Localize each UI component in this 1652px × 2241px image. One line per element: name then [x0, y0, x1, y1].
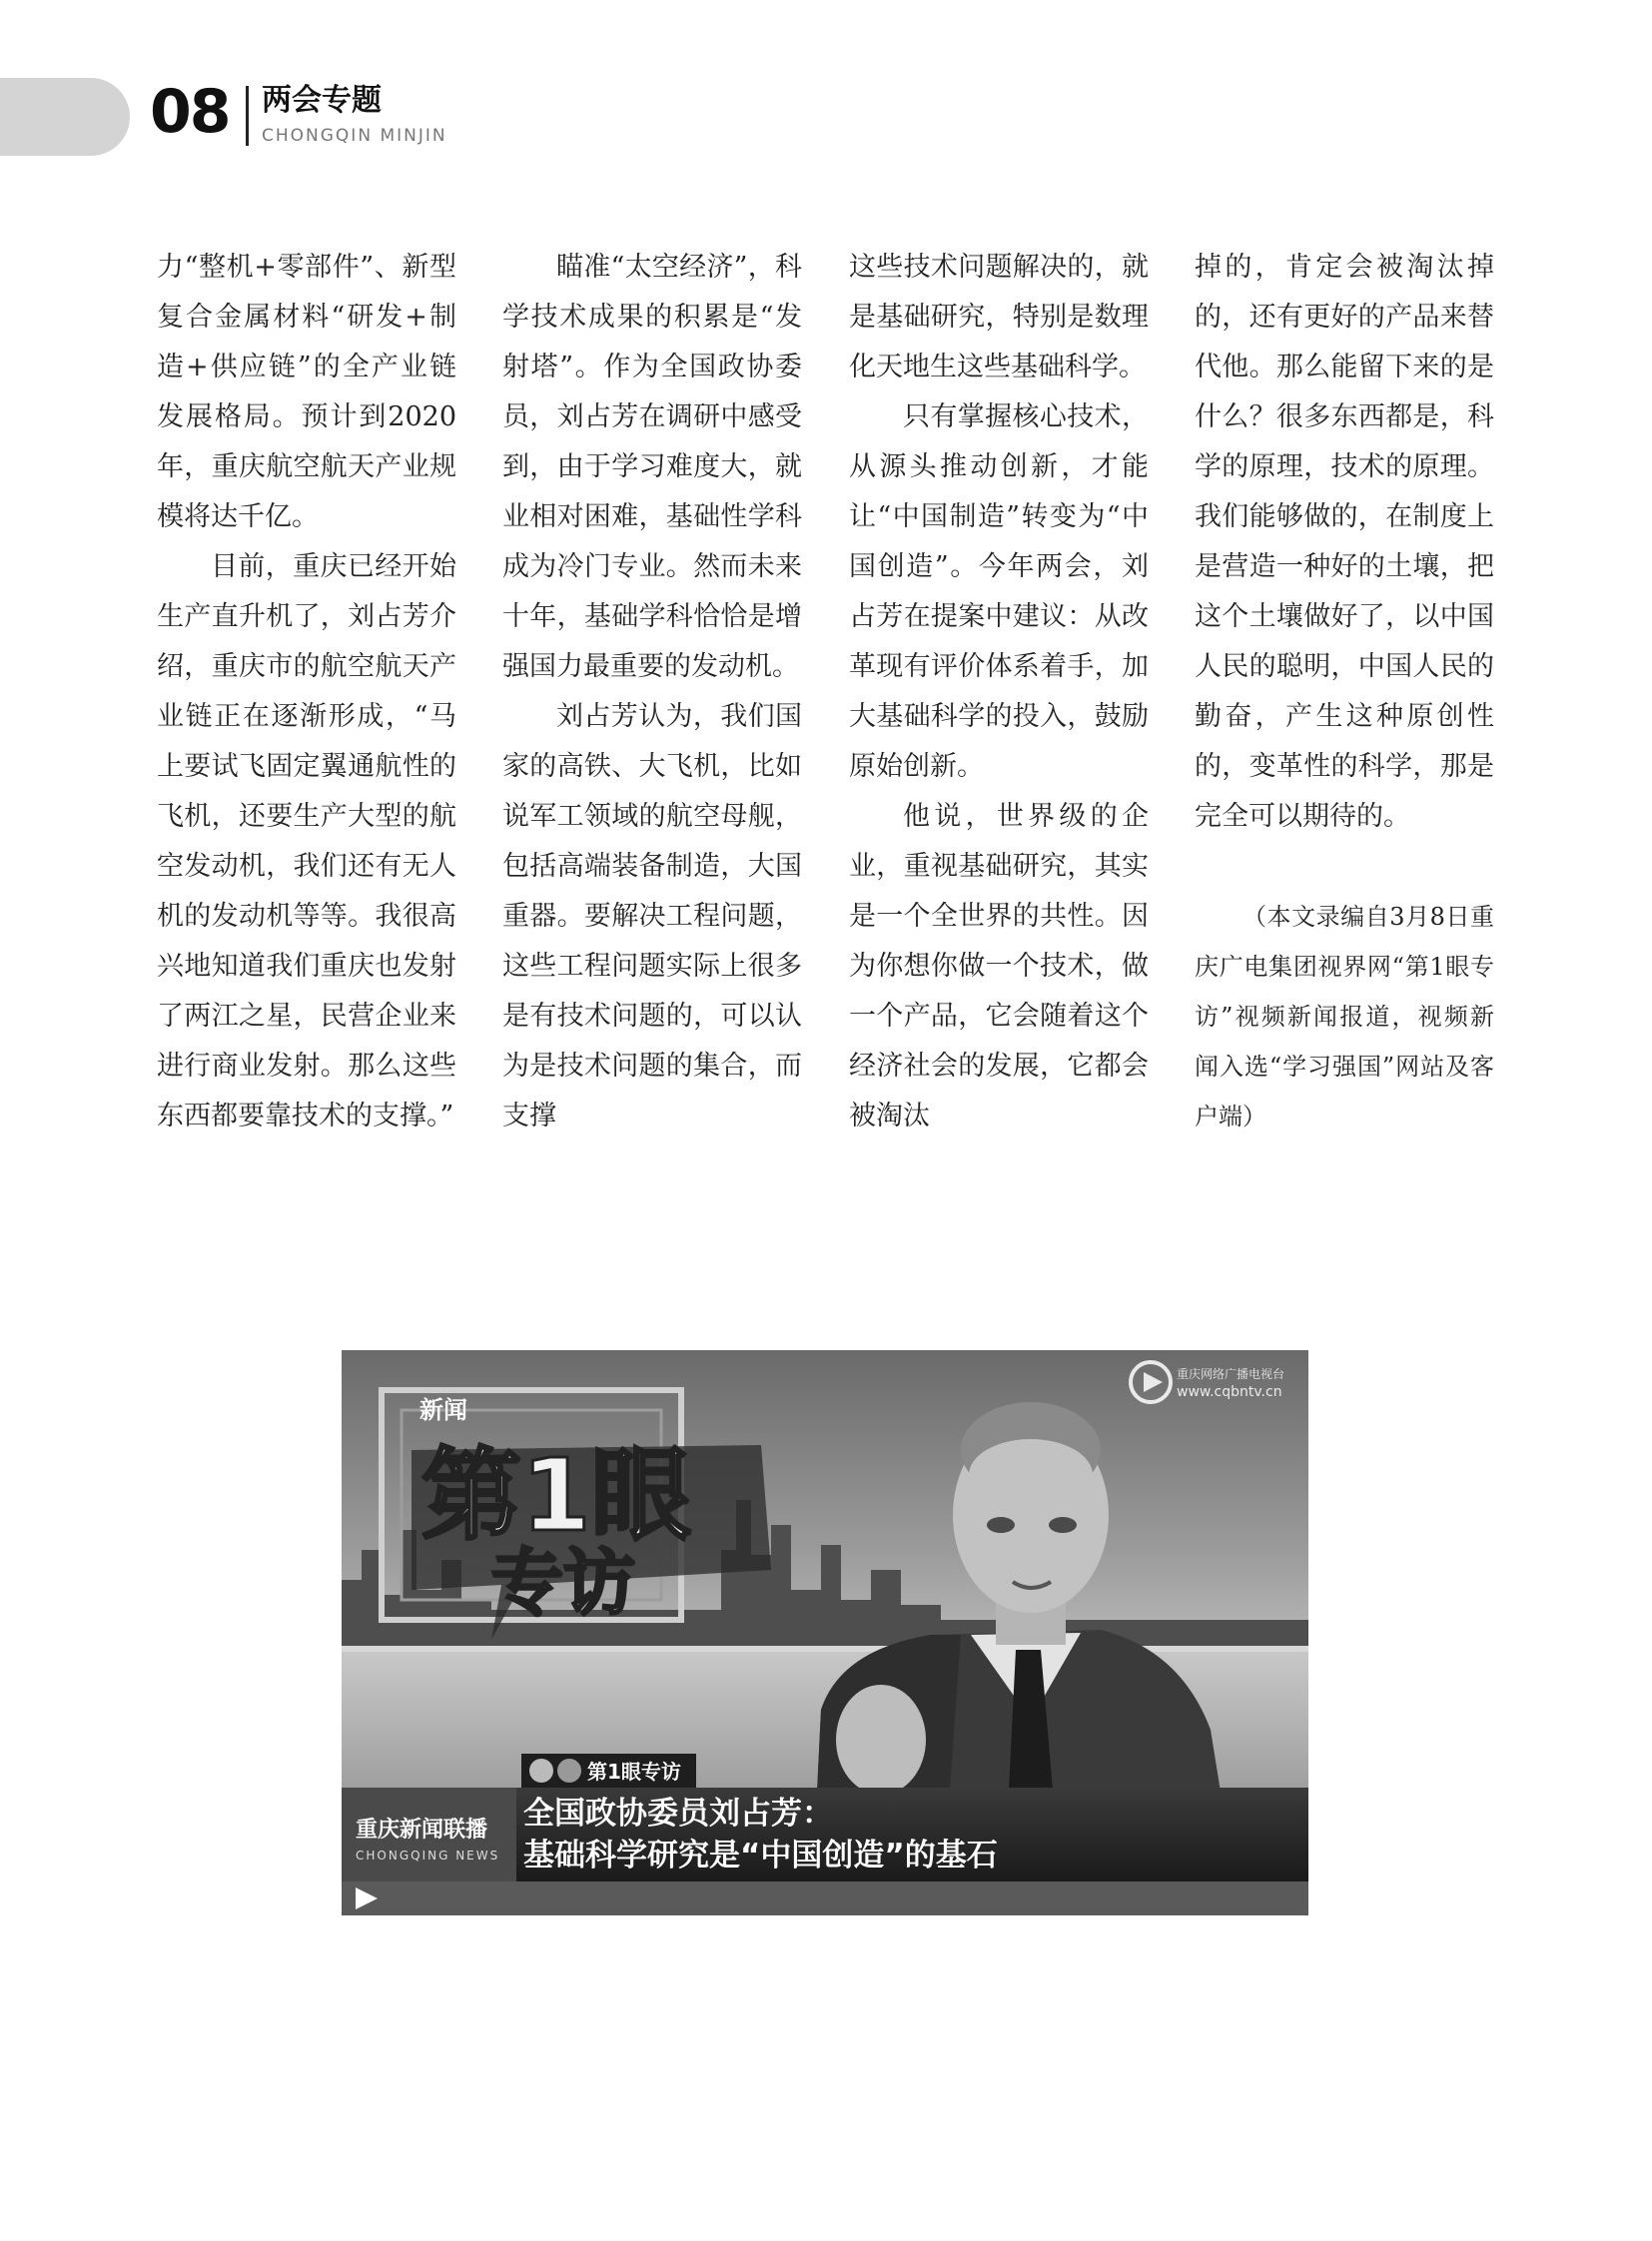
- channel-sub: CHONGQING NEWS: [356, 1849, 500, 1863]
- paragraph: 这些技术问题解决的，就是基础研究，特别是数理化天地生这些基础科学。: [849, 252, 1149, 382]
- article-column-1: [157, 243, 456, 1141]
- logo-main-text-1: 第1眼: [421, 1437, 691, 1554]
- paragraph: 刘占芳认为，我们国家的高铁、大飞机，比如说军工领域的航空母舰，包括高端装备制造，大国重器。要解决工程问题，这些工程问题实际上很多是有技术问题的，可以认为是技术问题的集合，而支撑: [502, 701, 802, 1131]
- emblem-icon: [529, 1759, 553, 1783]
- paragraph: 力“整机+零部件”、新型复合金属材料“研发+制造+供应链”的全产业链发展格局。预计到2020年，重庆航空航天产业规模将达千亿。: [157, 252, 456, 532]
- paragraph: 目前，重庆已经开始生产直升机了，刘占芳介绍，重庆市的航空航天产业链正在逐渐形成，“马上要试飞固定翼通航性的飞机，还要生产大型的航空发动机，我们还有无人机的发动机等等。我很高兴地知道我们重庆也发射了两江之星，民营企业来进行商业发射。那么这些东西都要靠技术的支撑。”: [157, 551, 456, 1131]
- section-subtitle: CHONGQIN MINJIN: [262, 126, 447, 146]
- watermark-text-2: www.cqbntv.cn: [1177, 1384, 1282, 1400]
- section-title: 两会专题: [262, 83, 382, 118]
- interview-photo: [342, 1350, 1308, 1915]
- emblem-icon: [557, 1759, 581, 1783]
- source-note: （本文录编自3月8日重庆广电集团视界网“第1眼专访”视频新闻报道，视频新闻入选“学习强国”网站及客户端）: [1195, 903, 1494, 1130]
- header-tab: [0, 78, 130, 156]
- paragraph: 瞄准“太空经济”，科学技术成果的积累是“发射塔”。作为全国政协委员，刘占芳在调研中感受到，由于学习难度大，就业相对困难，基础性学科成为冷门专业。然而未来十年，基础学科恰恰是增强国力最重要的发动机。: [502, 252, 802, 682]
- header-divider: [246, 86, 249, 146]
- headline-line-2: 基础科学研究是“中国创造”的基石: [523, 1838, 998, 1873]
- article-column-4: [1195, 243, 1494, 1141]
- article-column-3: [849, 243, 1149, 1141]
- logo-small-text: 新闻: [419, 1396, 467, 1424]
- paragraph: 只有掌握核心技术，从源头推动创新，才能让“中国制造”转变为“中国创造”。今年两会，刘占芳在提案中建议：从改革现有评价体系着手，加大基础科学的投入，鼓励原始创新。: [849, 401, 1149, 782]
- logo-main-text-2: 专访: [491, 1541, 636, 1625]
- article-column-2: [502, 243, 802, 1141]
- watermark-text-1: 重庆网络广播电视台: [1177, 1367, 1285, 1381]
- lower-third-tag: 第1眼专访: [587, 1760, 681, 1784]
- headline-line-1: 全国政协委员刘占芳：: [523, 1796, 833, 1832]
- paragraph: 掉的，肯定会被淘汰掉的，还有更好的产品来替代他。那么能留下来的是什么？很多东西都是，科学的原理，技术的原理。我们能够做的，在制度上是营造一种好的土壤，把这个土壤做好了，以中国人民的聪明，中国人民的勤奋，产生这种原创性的，变革性的科学，那是完全可以期待的。: [1195, 252, 1494, 832]
- channel-name: 重庆新闻联播: [356, 1818, 488, 1843]
- page-number: 08: [150, 77, 230, 147]
- paragraph: 他说，世界级的企业，重视基础研究，其实是一个全世界的共性。因为你想你做一个技术，做一个产品，它会随着这个经济社会的发展，它都会被淘汰: [849, 801, 1149, 1131]
